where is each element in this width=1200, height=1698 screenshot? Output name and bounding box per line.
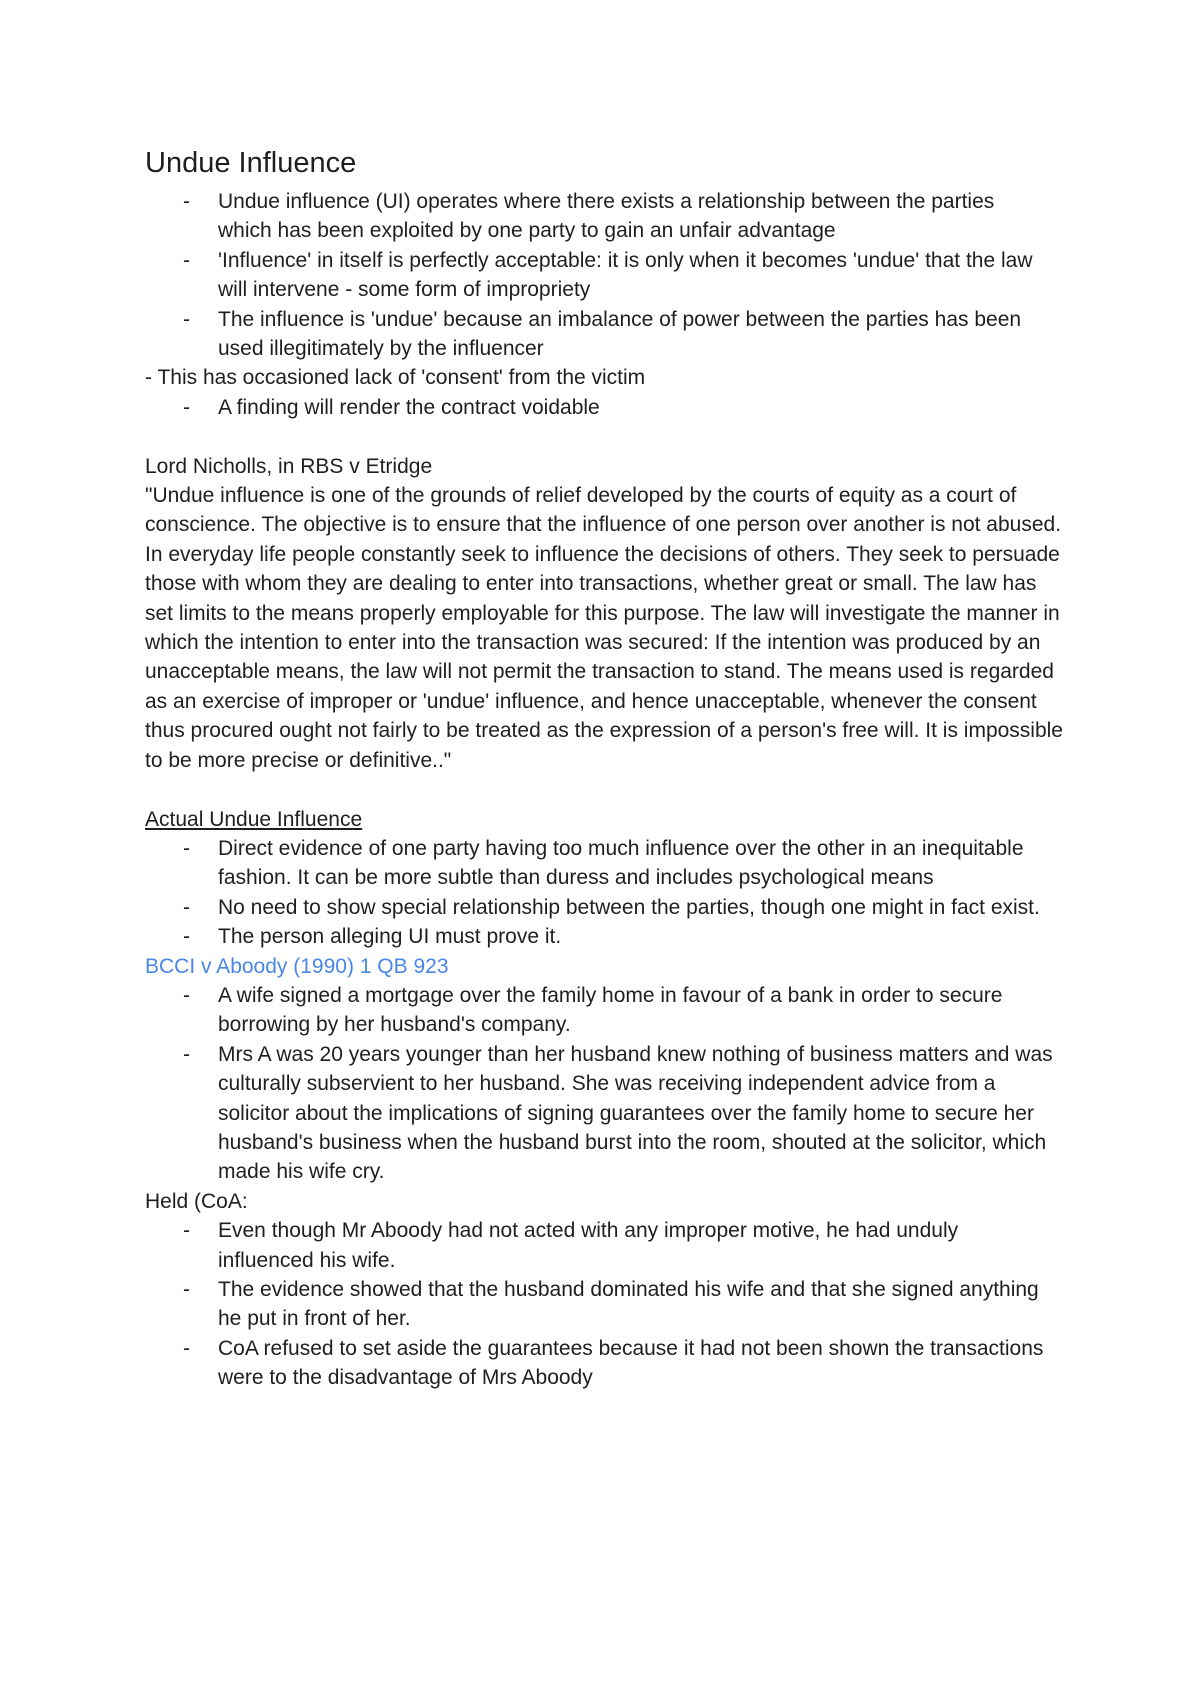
voidable-bullet-list [145,393,1100,422]
list-item: - The influence is 'undue' because an imbalance of power between the parties has been used illegitimately by the influencer [145,305,1048,364]
list-item: - Undue influence (UI) operates where there exists a relationship between the parties which has been exploited by one party to gain an unfair advantage [145,187,1048,246]
list-item: - The person alleging UI must prove it. [145,922,1048,951]
list-item: - No need to show special relationship between the parties, though one might in fact exist. [145,893,1048,922]
dash-bullet: - [183,1278,190,1301]
dash-bullet: - [183,836,190,860]
list-item: - A wife signed a mortgage over the family home in favour of a bank in order to secure borrowing by her husband's company. [145,981,1070,1040]
judicial-quote: "Undue influence is one of the grounds of relief developed by the courts of equity as a court of conscience. The objective is to ensure that the influence of one person over another is not abused. In everyday life people constantly seek to influence the decisions of others. They seek to persuade those with whom they are dealing to enter into transactions, whether great or small. The law has set limits to the means properly employable for this purpose. The law will investigate the manner in which the intention to enter into the transaction was secured: If the intention was produced by an unacceptable means, the law will not permit the transaction to stand. The means used is regarded as an exercise of improper or 'undue' influence, and hence unacceptable, whenever the consent thus procured ought not fairly to be treated as the expression of a person's free will. It is impossible to be more precise or definitive.." [145,484,1063,772]
spacer [145,775,1100,804]
list-item: - The evidence showed that the husband dominated his wife and that she signed anything he put in front of her. [145,1275,1048,1334]
case-citation-link[interactable]: BCCI v Aboody (1990) 1 QB 923 [145,954,449,978]
section-heading-actual-undue-influence: Actual Undue Influence [145,807,363,831]
list-item: - 'Influence' in itself is perfectly acceptable: it is only when it becomes 'undue' that the law will intervene - some form of impropriety [145,246,1048,305]
list-item: - CoA refused to set aside the guarantees because it had not been shown the transactions were to the disadvantage of Mrs Aboody [145,1334,1048,1393]
case-facts-bullet-list [145,981,1100,1187]
held-label: Held (CoA: [145,1189,248,1213]
held-bullet-list [145,1216,1100,1392]
list-item: - Direct evidence of one party having too much influence over the other in an inequitable fashion. It can be more subtle than duress and includes psychological means [145,834,1048,893]
consent-line: - This has occasioned lack of 'consent' from the victim [145,366,646,390]
dash-bullet: - [183,895,190,919]
dash-bullet: - [183,395,190,419]
spacer [145,422,1100,451]
dash-bullet: - [183,307,190,331]
page-title: Undue Influence [145,147,357,179]
dash-bullet: - [183,983,190,1007]
dash-bullet: - [183,1336,190,1360]
dash-bullet: - [183,248,190,272]
intro-bullet-list [145,187,1100,363]
actual-bullet-list [145,834,1100,952]
dash-bullet: - [183,190,190,213]
dash-bullet: - [183,925,190,949]
dash-bullet: - [183,1219,190,1243]
quote-attribution: Lord Nicholls, in RBS v Etridge [145,454,433,478]
dash-bullet: - [183,1042,190,1066]
list-item: - A finding will render the contract voidable [145,393,1100,422]
list-item: - Mrs A was 20 years younger than her husband knew nothing of business matters and was culturally subservient to her husband. She was receiving independent advice from a solicitor about the implications of signing guarantees over the family home to secure her husband's business when the husband burst into the room, shouted at the solicitor, which made his wife cry. [145,1040,1070,1187]
list-item: - Even though Mr Aboody had not acted with any improper motive, he had unduly influenced his wife. [145,1216,1048,1275]
